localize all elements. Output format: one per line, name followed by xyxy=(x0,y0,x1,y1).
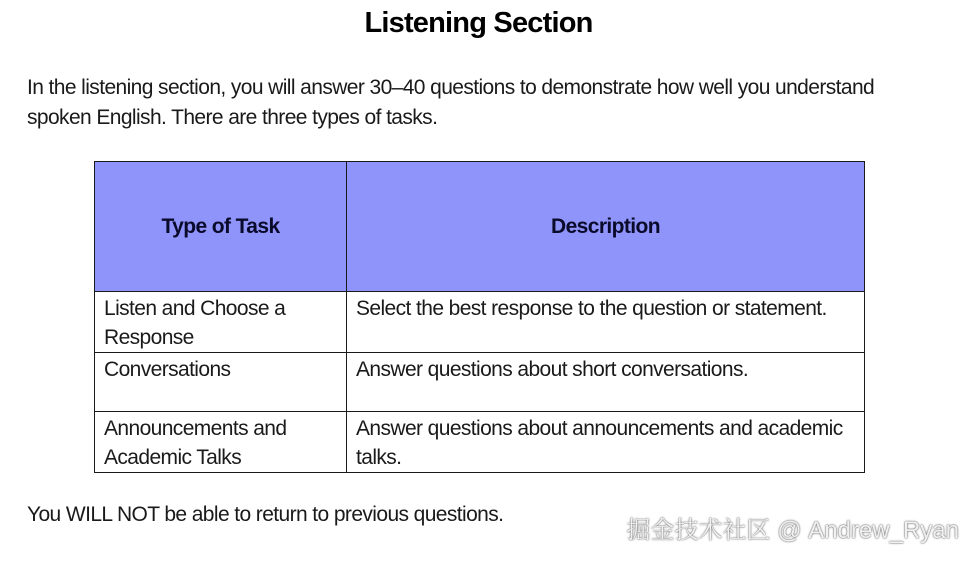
column-header-description: Description xyxy=(347,162,865,292)
column-header-type-of-task: Type of Task xyxy=(95,162,347,292)
task-type-cell xyxy=(95,412,347,473)
cell-text: Conversations xyxy=(104,358,231,381)
intro-paragraph: In the listening section, you will answer 30–40 questions to demonstrate how well you understand spoken English. There are three types of tasks. xyxy=(27,76,875,129)
table-row xyxy=(95,412,865,473)
task-description-cell xyxy=(347,412,865,473)
table-row xyxy=(95,353,865,412)
task-type-cell xyxy=(95,292,347,353)
cell-text: Answer questions about short conversations. xyxy=(356,358,749,381)
page-title: Listening Section xyxy=(364,7,593,39)
cell-text: Announcements and Academic Talks xyxy=(104,417,287,469)
no-return-note: You WILL NOT be able to return to previous questions. xyxy=(27,503,504,526)
cell-text: Answer questions about announcements and academic talks. xyxy=(356,417,843,469)
cell-text: Listen and Choose a Response xyxy=(104,297,286,349)
task-description-cell xyxy=(347,353,865,412)
task-type-cell xyxy=(95,353,347,412)
table-row xyxy=(95,292,865,353)
cell-text: Select the best response to the question or statement. xyxy=(356,297,827,320)
task-description-cell xyxy=(347,292,865,353)
watermark: 掘金技术社区 @ Andrew_Ryan xyxy=(626,517,959,544)
table-header-row xyxy=(95,162,865,292)
task-types-table xyxy=(94,161,865,473)
